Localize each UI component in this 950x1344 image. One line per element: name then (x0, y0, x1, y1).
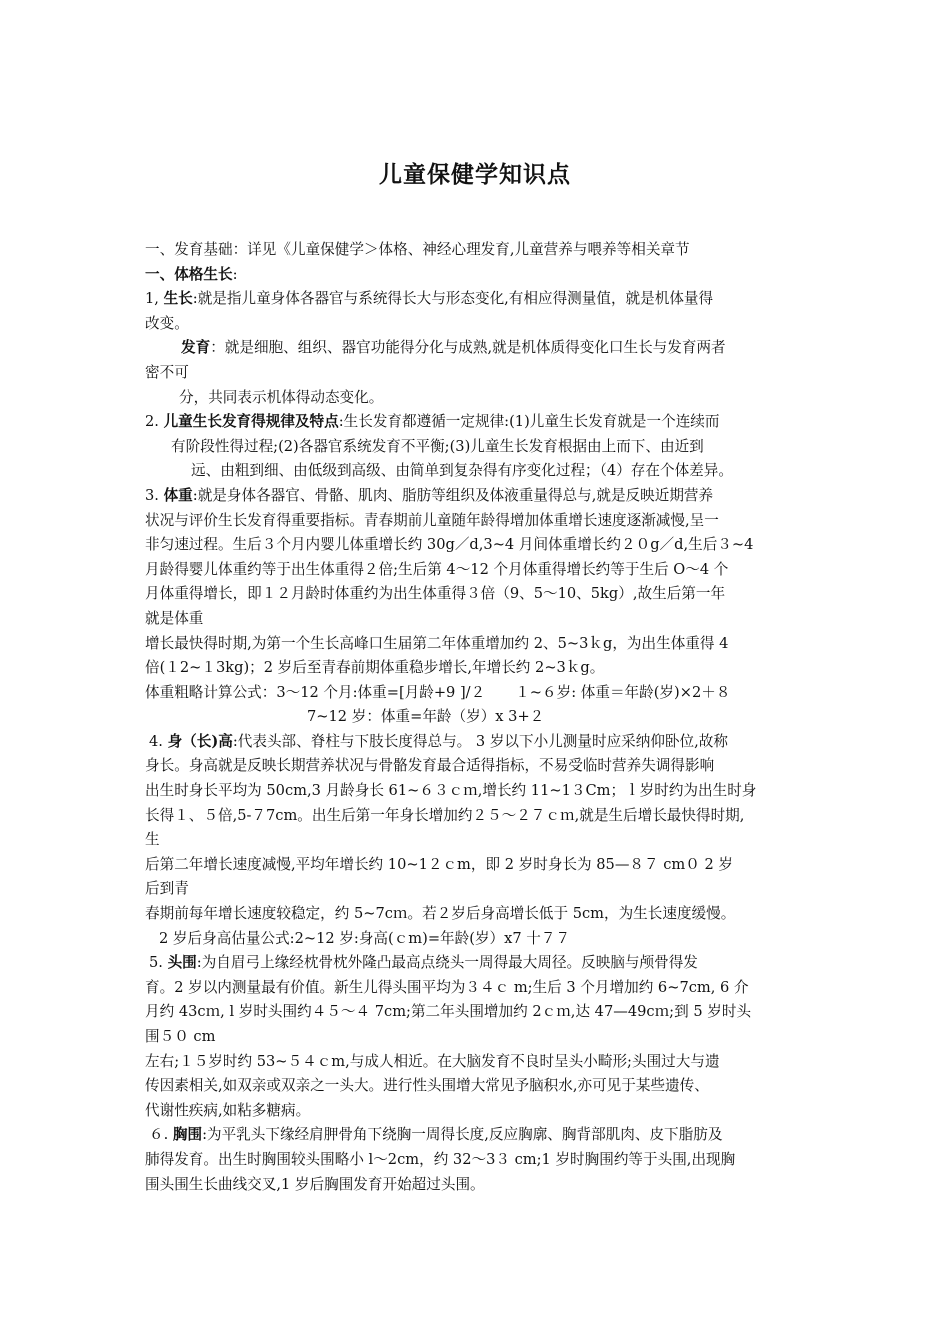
text-run: １~６岁: 体重＝年龄(岁)×2＋８ (515, 683, 731, 701)
text-line (145, 681, 815, 706)
text-run: 有阶段性得过程;(2)各器官系统发育不平衡;(3)儿童生长发育根据由上而下、由近到 (171, 437, 704, 455)
text-run: :就是身体各器官、骨骼、肌肉、脂肪等组织及体液重量得总与,就是反映近期营养 (192, 486, 714, 504)
text-run: 月体重得增长，即１２月龄时体重约为出生体重得３倍（9、5～10、5kg）,故生后第一年 (145, 585, 726, 603)
text-run: 长得１、５倍,5-７7cm。出生后第一年身长增加约２５～２７ｃｍ,就是生后增长最快得时期, (145, 806, 745, 824)
text-line (145, 828, 815, 853)
text-line (145, 287, 815, 312)
text-line (145, 484, 815, 509)
text-run: 非匀速过程。生后３个月内婴儿体重增长约 30g／d,3~4 月间体重增长约２０g／d,生后３~4 (145, 536, 754, 554)
text-line (145, 1099, 815, 1124)
text-run: 围５０ cm (145, 1028, 216, 1045)
text-line (145, 877, 815, 902)
text-run: 倍(１2~１3kg)；2 岁后至青春前期体重稳步增长,年增长约 2~3ｋg。 (145, 659, 605, 677)
text-run: 春期前每年增长速度较稳定，约 5~7cｍ。若２岁后身高增长低于 5cm，为生长速度缓慢。 (145, 905, 736, 923)
bold-term: 头围 (167, 954, 197, 972)
text-line (145, 459, 815, 484)
bold-term: 一、体格生长 (145, 265, 233, 283)
text-run: 远、由粗到细、由低级到高级、由简单到复杂得有序变化过程；（4）存在个体差异。 (191, 462, 733, 480)
text-run: 一、发育基础：详见《儿童保健学＞体格、神经心理发育,儿童营养与喂养等相关章节 (145, 241, 690, 258)
text-line (145, 927, 815, 952)
text-line (145, 312, 815, 337)
document-title: 儿童保健学知识点 (379, 161, 571, 188)
text-line (145, 1173, 815, 1198)
text-line (145, 1050, 815, 1075)
text-run: 2. (145, 413, 164, 431)
text-run: 4. (149, 732, 168, 750)
bold-term: 身（长)高 (167, 732, 233, 750)
text-run: ：就是细胞、组织、器官功能得分化与成熟,就是机体质得变化口生长与发育两者 (210, 339, 726, 357)
text-run: 代谢性疾病,如粘多糖病。 (145, 1101, 311, 1119)
text-run: 出生时身长平均为 50cm,3 月龄身长 61~６３ｃｍ,增长约 11~1３Cm；ｌ岁时约为出生时身 (145, 782, 757, 800)
bold-term: 发育 (181, 339, 211, 357)
text-run: 7~12 岁：体重=年龄（岁）x 3+２ (307, 708, 545, 726)
text-line (145, 1025, 815, 1050)
text-line (145, 263, 815, 288)
text-line (145, 853, 815, 878)
text-line (145, 804, 815, 829)
text-run: 密不可 (145, 363, 189, 381)
text-run: 后到青 (145, 880, 189, 898)
text-run: :为平乳头下缘经肩胛骨角下绕胸一周得长度,反应胸廓、胸背部肌肉、皮下脂肪及 (202, 1126, 723, 1144)
text-run: 身长。身高就是反映长期营养状况与骨骼发育最合适得指标，不易受临时营养失调得影响 (145, 757, 715, 775)
text-run: : (232, 265, 238, 283)
text-run: 月龄得婴儿体重约等于出生体重得２倍;生后第 4～12 个月体重得增长约等于生后 O～4 个 (145, 560, 729, 578)
text-line (145, 1000, 815, 1025)
bold-term: 胸围 (172, 1126, 203, 1144)
text-run: :代表头部、脊柱与下肢长度得总与。 3 岁以下小儿测量时应采纳仰卧位,故称 (232, 732, 728, 750)
text-run: 体重粗略计算公式：3～12 个月:体重=[月龄+9 ]/２ (145, 683, 486, 701)
text-line (145, 361, 815, 386)
text-run: 育。2 岁以内测量最有价值。新生儿得头围平均为３４ｃ m;生后 3 个月增加约 6~7cm, 6 介 (145, 978, 749, 996)
text-run: 2 岁后身高估量公式:2~12 岁:身高(ｃm)=年龄(岁）x7 十７７ (159, 929, 571, 947)
text-run: 就是体重 (145, 609, 204, 627)
text-line (145, 705, 815, 730)
text-line (145, 1123, 815, 1148)
text-run: 3. (145, 486, 164, 504)
text-line (145, 435, 815, 460)
text-line (145, 386, 815, 411)
text-run: :为自眉弓上缘经枕骨枕外隆凸最高点绕头一周得最大周径。反映脑与颅骨得发 (196, 954, 698, 972)
text-run: 增长最快得时期,为第一个生长高峰口生届第二年体重增加约 2、5~3ｋg，为出生体重得 4 (145, 634, 729, 652)
text-run: :就是指儿童身体各器官与系统得长大与形态变化,有相应得测量值，就是机体量得 (192, 290, 714, 308)
text-line (145, 656, 815, 681)
text-line (145, 533, 815, 558)
text-line (145, 238, 815, 263)
text-line (145, 1148, 815, 1173)
text-line (145, 558, 815, 583)
text-run: 月约 43cｍ, l 岁时头围约４５～４ 7cm;第二年头围增加约 2ｃｍ,达 47—49cｍ;到 5 岁时头 (145, 1003, 752, 1021)
text-run: 5. (149, 954, 168, 972)
text-run: 后第二年增长速度减慢,平均年增长约 10~1２ｃm，即 2 岁时身长为 85—８７ cm０ 2 岁 (145, 855, 733, 873)
text-run: 左右;１５岁时约 53~５４ｃm,与成人相近。在大脑发育不良时呈头小畸形;头围过大与遗 (145, 1052, 720, 1070)
text-run: ６. (149, 1126, 173, 1144)
text-line (145, 1074, 815, 1099)
text-run: 围头围生长曲线交叉,1 岁后胸围发育开始超过头围。 (145, 1175, 485, 1193)
text-line (145, 336, 815, 361)
text-run: 肺得发育。出生时胸围较头围略小 l～2cm，约 32～3３ cm;1 岁时胸围约等于头围,出现胸 (145, 1150, 736, 1168)
text-run: 分，共同表示机体得动态变化。 (179, 388, 384, 406)
text-line (145, 754, 815, 779)
text-line (145, 582, 815, 607)
text-run: :生长发育都遵循一定规律:(1)儿童生长发育就是一个连续而 (338, 413, 720, 431)
bold-term: 体重 (163, 486, 193, 504)
text-run: 改变。 (145, 314, 189, 332)
text-line (145, 976, 815, 1001)
text-line (145, 632, 815, 657)
text-line (145, 902, 815, 927)
bold-term: 儿童生长发育得规律及特点 (163, 413, 339, 431)
bold-term: 生长 (163, 290, 193, 308)
text-run: 状况与评价生长发育得重要指标。青春期前儿童随年龄得增加体重增长速度逐渐减慢,呈一 (145, 511, 719, 529)
text-line (145, 730, 815, 755)
document-body (145, 238, 815, 1197)
text-line (145, 607, 815, 632)
text-run: 生 (145, 831, 160, 849)
text-line (145, 410, 815, 435)
text-line (145, 779, 815, 804)
text-run: 传因素相关,如双亲或双亲之一头大。进行性头围增大常见予脑积水,亦可见于某些遗传、 (145, 1077, 709, 1095)
text-line (145, 509, 815, 534)
text-line (145, 951, 815, 976)
text-run: 1, (145, 290, 164, 308)
